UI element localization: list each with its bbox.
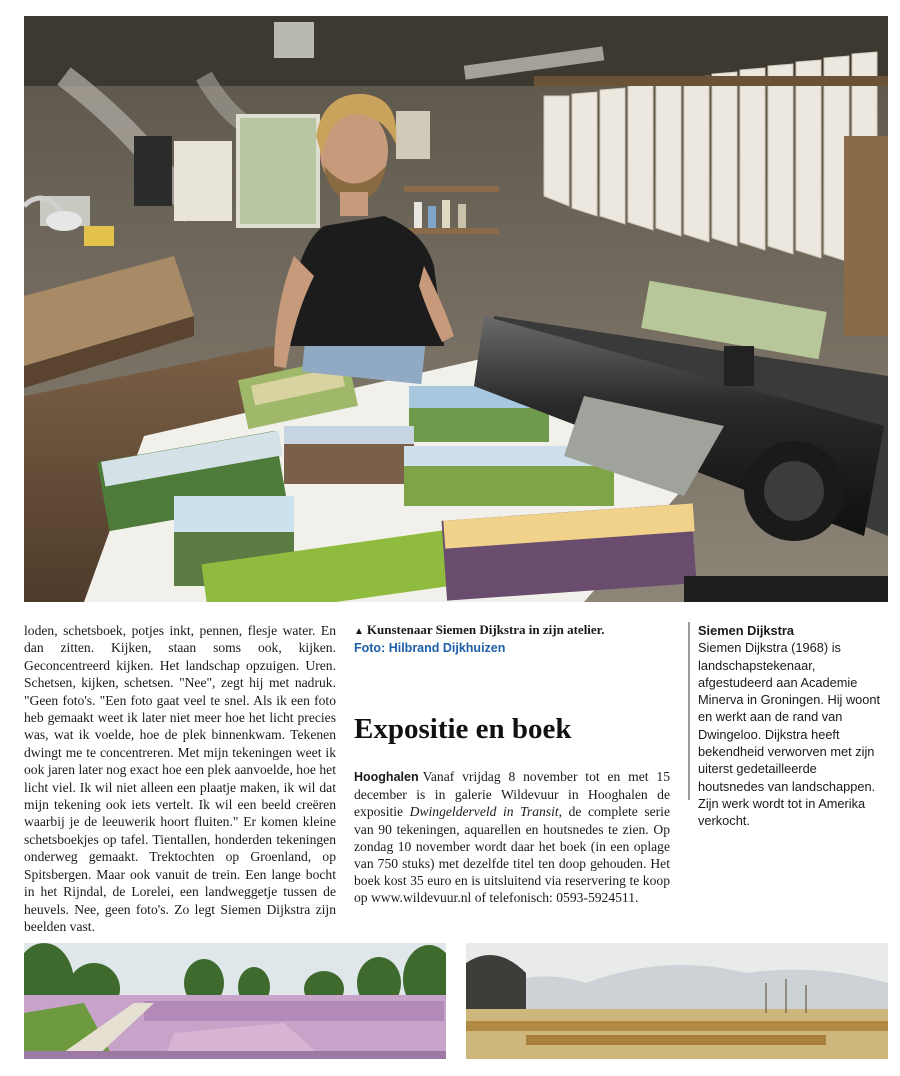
artist-bio-sidebar <box>688 622 884 829</box>
heathland-illustration <box>24 943 446 1059</box>
article-paragraph <box>354 768 670 907</box>
dateline: Hooghalen <box>354 770 419 784</box>
photo-caption <box>354 622 684 656</box>
artist-studio-photo <box>24 16 888 602</box>
article-body <box>354 768 670 907</box>
misty-landscape-illustration <box>466 943 888 1059</box>
photo-credit: Foto: Hilbrand Dijkhuizen <box>354 641 506 655</box>
article-left-column <box>24 622 336 935</box>
article-headline: Expositie en boek <box>354 713 572 745</box>
triangle-up-icon: ▲ <box>354 626 364 637</box>
sidebar-text: Siemen Dijkstra (1968) is landschapstekenaar, afgestudeerd aan Academie Minerva in Groningen. Hij woont en werkt aan de rand van Dwingeloo. Dijkstra heeft bekendheid verworven met zijn uiterst gedetailleerde houtsnedes van landschappen. Zijn werk wordt tot in Amerika verkocht. <box>698 640 881 829</box>
sidebar-title: Siemen Dijkstra <box>698 623 795 638</box>
article-text-part1: Vanaf vrijdag 8 november tot en met 15 december is in galerie Wildevuur in Hooghalen de expositie <box>354 769 670 820</box>
left-column-text: loden, schetsboek, potjes inkt, pennen, flesje water. En dan zitten. Kijken, staan soms ook, kijken. Geconcentreerd kijken. Het landschap opzuigen. Uren. Schetsen, kijken, schetsen. "Nee", zegt hij met nadruk. "Geen foto's. "Een foto gaat veel te snel. Als ik een foto heb gemaakt weet ik later niet meer hoe het licht precies was, wat ik voelde, hoe de plek binnenkwam. Tekenen dwingt me te concentreren. Met mijn tekeningen weet ik ook jaren later nog exact hoe een plek aanvoelde, hoe het licht viel. Ik wil niet alleen een plaatje maken, ik wil dat mijn tekening ook iets vertelt. Ik wil een beeld creëren waarbij je de leeuwerik hoort fluiten." Er komen kleine schetsboekjes op tafel. Tientallen, honderden tekeningen onderweg gemaakt. Trektochten op Groenland, op Spitsbergen. Maar ook vanuit de trein. Een lange bocht in het Rijndal, de Lorelei, een landweggetje tussen de heuvels. Nee, geen foto's. Zo legt Siemen Dijkstra zijn beelden vast. <box>24 623 336 934</box>
heathland-artwork <box>24 943 446 1059</box>
studio-illustration <box>24 16 888 602</box>
misty-landscape-artwork <box>466 943 888 1059</box>
article-text-part2: , de complete serie van 90 tekeningen, aquarellen en houtsnedes te zien. Op zondag 10 november wordt daar het boek (in een oplage van 750 stuks) met dezelfde titel ten doop gehouden. Het boek kost 35 euro en is uitsluitend via reservering te koop op www.wildevuur.nl of telefonisch: 0593-5924511. <box>354 804 670 906</box>
exhibition-title: Dwingelderveld in Transit <box>409 804 559 820</box>
caption-line <box>354 622 684 640</box>
caption-text: Kunstenaar Siemen Dijkstra in zijn atelier. <box>366 622 605 637</box>
